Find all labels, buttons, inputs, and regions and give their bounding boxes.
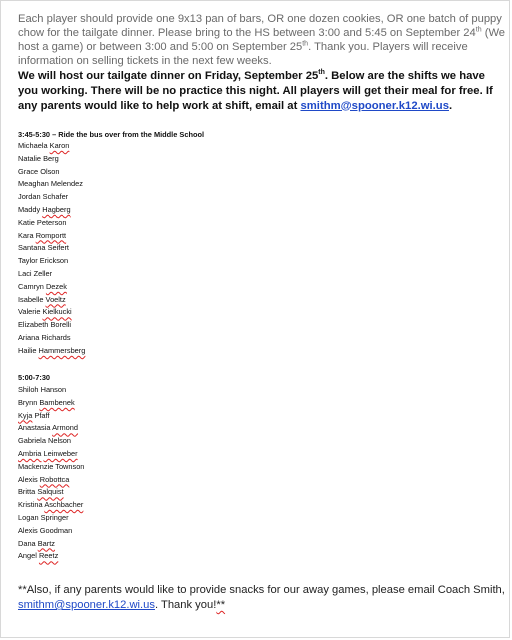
shift2-name-list <box>18 384 84 563</box>
last-name: Goodman <box>39 525 73 535</box>
last-name: Erickson <box>39 256 69 266</box>
last-name: Aschbacher <box>44 500 84 510</box>
list-item <box>18 474 84 487</box>
first-name: Kristina <box>18 500 43 510</box>
footer-stars: ** <box>216 599 226 611</box>
footer-text-2: . Thank you! <box>154 599 217 611</box>
list-item <box>18 306 85 319</box>
first-name: Alexis <box>18 525 38 535</box>
list-item <box>18 191 85 204</box>
list-item <box>18 499 84 512</box>
list-item <box>18 268 85 281</box>
footer-text-1: **Also, if any parents would like to provide snacks for our away games, please email Coach Smith, <box>18 584 505 596</box>
first-name: Meaghan <box>18 179 49 189</box>
announcement-text-3: . <box>449 99 453 112</box>
list-item <box>18 486 84 499</box>
first-name: Angel <box>18 551 37 561</box>
first-name: Logan <box>18 512 39 522</box>
last-name: Peterson <box>36 217 67 227</box>
last-name: Seifert <box>47 243 69 253</box>
last-name: Voeltz <box>45 294 66 304</box>
first-name: Santana <box>18 243 46 253</box>
first-name: Ariana <box>18 332 40 342</box>
announcement-email-link[interactable]: smithm@spooner.k12.wi.us <box>300 99 449 112</box>
first-name: Dana <box>18 538 36 548</box>
intro-sup-2: th <box>302 40 309 48</box>
last-name: Borelli <box>50 320 72 330</box>
last-name: Hammersberg <box>38 345 86 355</box>
last-name: Nelson <box>48 436 72 446</box>
first-name: Elizabeth <box>18 320 49 330</box>
first-name: Kara <box>18 230 34 240</box>
first-name: Anastasia <box>18 423 51 433</box>
intro-paragraph <box>18 12 506 68</box>
list-item <box>18 332 85 345</box>
list-item <box>18 550 84 563</box>
list-item <box>18 538 84 551</box>
list-item <box>18 178 85 191</box>
list-item <box>18 319 85 332</box>
first-name: Gabriela <box>18 436 46 446</box>
last-name: Leinweber <box>43 448 78 458</box>
first-name: Britta <box>18 487 36 497</box>
list-item <box>18 255 85 268</box>
last-name: Karon <box>49 141 70 150</box>
shift1-title: 3:45-5:30 – Ride the bus over from the Middle School <box>18 130 205 139</box>
announcement-text-2: . Below are the shifts we have you working. There will be no practice this night. All players will get their meal for free. If any parents would like to help work at shift, email at <box>18 70 493 112</box>
first-name: Mackenzie <box>18 461 54 471</box>
list-item <box>18 410 84 423</box>
first-name: Grace <box>18 166 39 176</box>
first-name: Alexis <box>18 474 38 484</box>
first-name: Hailie <box>18 345 37 355</box>
first-name: Natalie <box>18 153 42 163</box>
announcement-sup: th <box>318 69 325 77</box>
last-name: Armond <box>52 423 79 433</box>
last-name: Kielkucki <box>42 307 72 317</box>
first-name: Maddy <box>18 204 41 214</box>
last-name: Richards <box>41 332 71 342</box>
last-name: Melendez <box>50 179 83 189</box>
last-name: Dezek <box>45 281 67 291</box>
list-item <box>18 204 85 217</box>
first-name: Michaela <box>18 141 48 150</box>
intro-line-1: Each player should provide one 9x13 pan of bars, OR one dozen cookies, OR one batch of puppy chow for the tailgate dinner. Please bring to the HS between 3:00 and 5:45 on September 24 <box>18 13 502 40</box>
last-name: Pfaff <box>34 410 50 420</box>
first-name: Valerie <box>18 307 41 317</box>
last-name: Reetz <box>38 551 59 561</box>
last-name: Romportt <box>35 230 67 240</box>
intro-line-2: (We host a game) or between 3:00 and 5:00 on September 25 <box>18 27 506 54</box>
list-item <box>18 294 85 307</box>
last-name: Olson <box>40 166 60 176</box>
shift1-name-list <box>18 140 85 358</box>
list-item <box>18 512 84 525</box>
list-item <box>18 448 84 461</box>
shift2-title: 5:00-7:30 <box>18 373 51 382</box>
last-name: Bartz <box>37 538 55 548</box>
last-name: Berg <box>43 153 59 163</box>
last-name: Robottca <box>39 474 70 484</box>
list-item <box>18 242 85 255</box>
last-name: Salquist <box>37 487 64 497</box>
last-name: Bambenek <box>39 397 75 407</box>
intro-sup-1: th <box>475 26 482 34</box>
list-item <box>18 153 85 166</box>
first-name: Laci <box>18 268 32 278</box>
footer-paragraph <box>18 583 508 613</box>
last-name: Hanson <box>40 385 67 394</box>
last-name: Zeller <box>33 268 53 278</box>
first-name: Jordan <box>18 192 41 202</box>
first-name: Ambria <box>18 448 42 458</box>
list-item <box>18 230 85 243</box>
list-item <box>18 345 85 358</box>
last-name: Hagberg <box>42 204 71 214</box>
first-name: Taylor <box>18 256 38 266</box>
first-name: Brynn <box>18 397 38 407</box>
list-item <box>18 397 84 410</box>
footer-email-link[interactable]: smithm@spooner.k12.wi.us <box>18 599 155 611</box>
last-name: Schafer <box>42 192 69 202</box>
announcement-text-1: We will host our tailgate dinner on Friday, September 25 <box>18 70 319 82</box>
announcement-paragraph <box>18 69 508 113</box>
first-name: Isabelle <box>18 294 44 304</box>
first-name: Kyja <box>18 410 33 420</box>
list-item <box>18 525 84 538</box>
last-name: Springer <box>40 512 69 522</box>
list-item <box>18 140 85 153</box>
list-item <box>18 422 84 435</box>
list-item <box>18 217 85 230</box>
intro-line-3: . Thank you. Players will receive information on selling tickets in the next few weeks. <box>18 41 468 68</box>
list-item <box>18 166 85 179</box>
first-name: Shiloh <box>18 385 39 394</box>
first-name: Camryn <box>18 281 44 291</box>
first-name: Katie <box>18 217 35 227</box>
list-item <box>18 461 84 474</box>
list-item <box>18 384 84 397</box>
last-name: Townson <box>55 461 85 471</box>
list-item <box>18 435 84 448</box>
list-item <box>18 281 85 294</box>
